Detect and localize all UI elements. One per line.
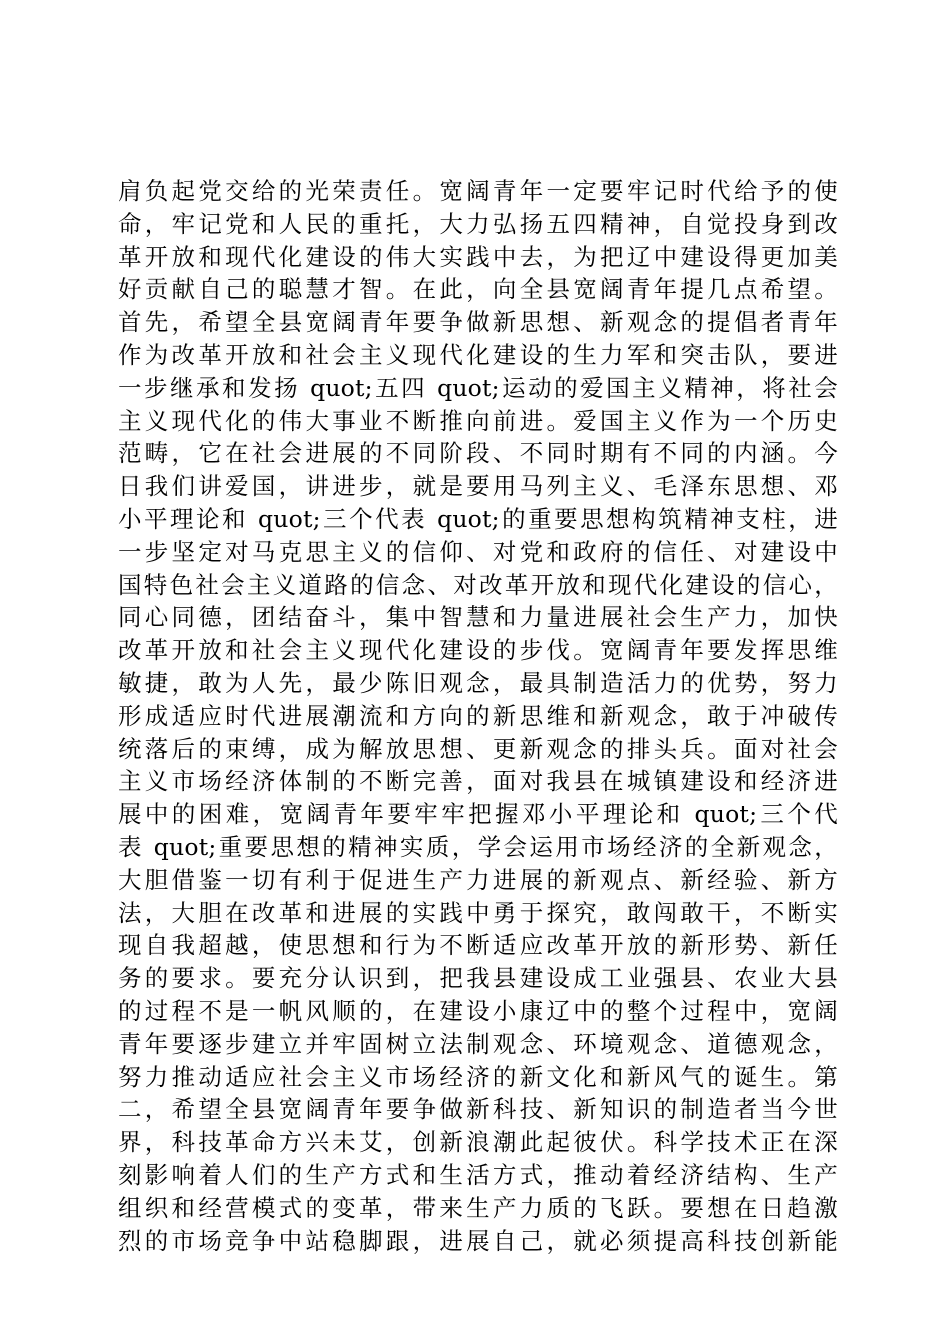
text-line: 的过程不是一帆风顺的，在建设小康辽中的整个过程中，宽阔	[118, 996, 838, 1025]
text-line: 好贡献自己的聪慧才智。在此，向全县宽阔青年提几点希望。	[118, 275, 838, 304]
text-line: 肩负起党交给的光荣责任。宽阔青年一定要牢记时代给予的使	[118, 177, 838, 205]
text-line: 主义市场经济体制的不断完善，面对我县在城镇建设和经济进	[118, 767, 838, 796]
text-line: 表 quot;重要思想的精神实质，学会运用市场经济的全新观念，	[118, 832, 838, 861]
text-line: 刻影响着人们的生产方式和生活方式，推动着经济结构、生产	[118, 1160, 838, 1189]
text-line: 务的要求。要充分认识到，把我县建设成工业强县、农业大县	[118, 964, 838, 993]
text-line: 形成适应时代进展潮流和方向的新思维和新观念，敢于冲破传	[118, 701, 838, 730]
text-line: 组织和经营模式的变革，带来生产力质的飞跃。要想在日趋激	[118, 1193, 838, 1222]
text-line: 一步继承和发扬 quot;五四 quot;运动的爱国主义精神，将社会	[118, 373, 838, 402]
text-line: 界，科技革命方兴未艾，创新浪潮此起彼伏。科学技术正在深	[118, 1128, 838, 1157]
text-line: 革开放和现代化建设的伟大实践中去，为把辽中建设得更加美	[118, 242, 838, 271]
text-line: 敏捷，敢为人先，最少陈旧观念，最具制造活力的优势，努力	[118, 668, 838, 697]
text-line: 同心同德，团结奋斗，集中智慧和力量进展社会生产力，加快	[118, 603, 838, 632]
text-line: 努力推动适应社会主义市场经济的新文化和新风气的诞生。第	[118, 1062, 838, 1091]
text-line: 命，牢记党和人民的重托，大力弘扬五四精神，自觉投身到改	[118, 209, 838, 238]
text-line: 改革开放和社会主义现代化建设的步伐。宽阔青年要发挥思维	[118, 636, 838, 665]
body-text	[118, 175, 838, 1257]
text-line: 大胆借鉴一切有利于促进生产力进展的新观点、新经验、新方	[118, 865, 838, 894]
text-line: 首先，希望全县宽阔青年要争做新思想、新观念的提倡者青年	[118, 308, 838, 337]
text-line: 现自我超越，使思想和行为不断适应改革开放的新形势、新任	[118, 931, 838, 960]
text-line: 统落后的束缚，成为解放思想、更新观念的排头兵。面对社会	[118, 734, 838, 763]
text-line: 一步坚定对马克思主义的信仰、对党和政府的信任、对建设中	[118, 537, 838, 566]
text-line: 国特色社会主义道路的信念、对改革开放和现代化建设的信心，	[118, 570, 838, 599]
text-line: 法，大胆在改革和进展的实践中勇于探究，敢闯敢干，不断实	[118, 898, 838, 927]
text-line: 主义现代化的伟大事业不断推向前进。爱国主义作为一个历史	[118, 406, 838, 435]
text-line: 作为改革开放和社会主义现代化建设的生力军和突击队，要进	[118, 340, 838, 369]
text-line: 展中的困难，宽阔青年要牢牢把握邓小平理论和 quot;三个代	[118, 800, 838, 829]
text-line: 烈的市场竞争中站稳脚跟，进展自己，就必须提高科技创新能	[118, 1226, 838, 1255]
text-line: 青年要逐步建立并牢固树立法制观念、环境观念、道德观念，	[118, 1029, 838, 1058]
text-line: 日我们讲爱国，讲进步，就是要用马列主义、毛泽东思想、邓	[118, 472, 838, 501]
text-line: 小平理论和 quot;三个代表 quot;的重要思想构筑精神支柱，进	[118, 504, 838, 533]
text-line: 范畴，它在社会进展的不同阶段、不同时期有不同的内涵。今	[118, 439, 838, 468]
text-line: 二，希望全县宽阔青年要争做新科技、新知识的制造者当今世	[118, 1095, 838, 1124]
